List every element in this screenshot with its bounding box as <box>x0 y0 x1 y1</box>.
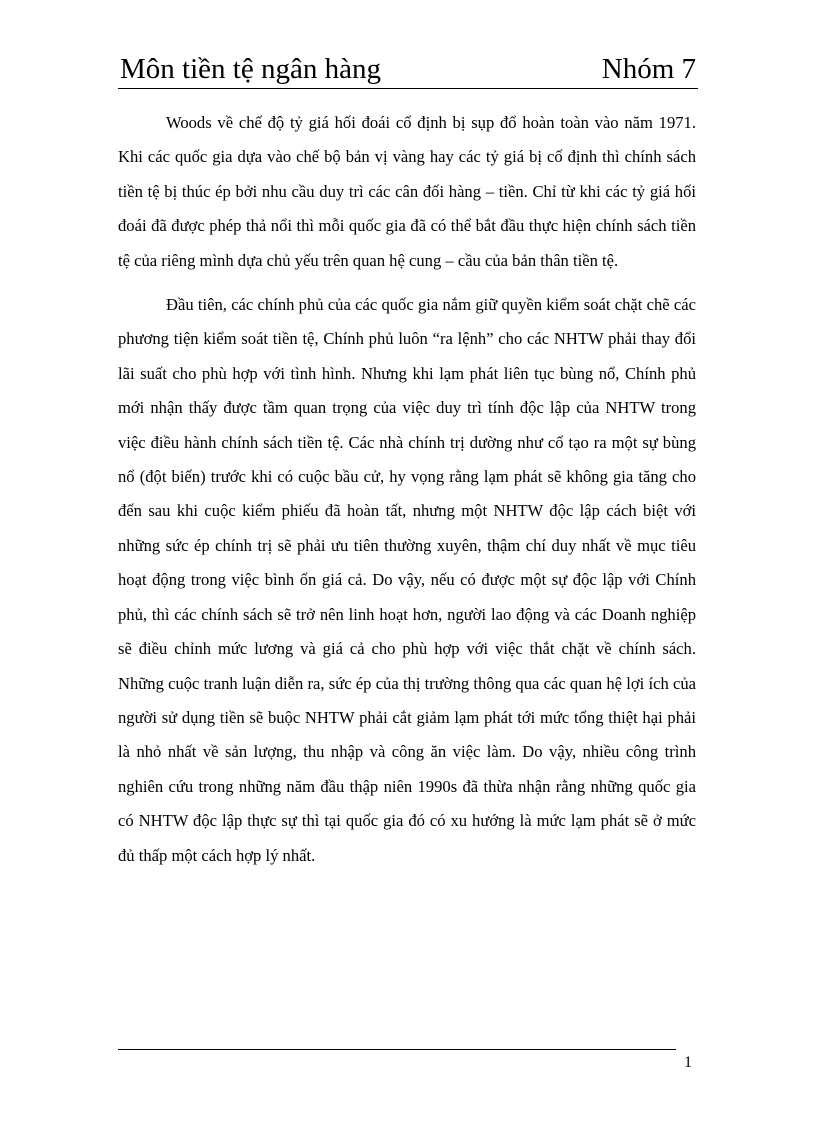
paragraph-1: Woods về chế độ tỷ giá hối đoái cố định bị sụp đổ hoàn toàn vào năm 1971. Khi các quốc gia dựa vào chế bộ bản vị vàng hay các tỷ giá bị cố định thì chính sách tiền tệ bị thúc ép bởi nhu cầu duy trì các cân đối hàng – tiền. Chỉ từ khi các tỷ giá hối đoái đã được phép thả nổi thì mỗi quốc gia đã có thể bắt đầu thực hiện chính sách tiền tệ của riêng mình dựa chủ yếu trên quan hệ cung – cầu của bản thân tiền tệ. <box>118 113 696 270</box>
paragraph-2: Đầu tiên, các chính phủ của các quốc gia nắm giữ quyền kiểm soát chặt chẽ các phương tiện kiểm soát tiền tệ, Chính phủ luôn “ra lệnh” cho các NHTW phải thay đổi lãi suất cho phù hợp với tình hình. Nhưng khi lạm phát liên tục bùng nổ, Chính phủ mới nhận thấy được tầm quan trọng của việc duy trì tính độc lập của NHTW trong việc điều hành chính sách tiền tệ. Các nhà chính trị dường như cố tạo ra một sự bùng nổ (đột biến) trước khi có cuộc bầu cử, hy vọng rằng lạm phát sẽ không gia tăng cho đến sau khi cuộc kiểm phiếu đã hoàn tất, nhưng một NHTW độc lập cách biệt với những sức ép chính trị sẽ phải ưu tiên thường xuyên, thậm chí duy nhất về mục tiêu hoạt động trong việc bình ổn giá cả. Do vậy, nếu có được một sự độc lập với Chính phủ, thì các chính sách sẽ trở nên linh hoạt hơn, người lao động và các Doanh nghiệp sẽ điều chỉnh mức lương và giá cả cho phù hợp với việc thắt chặt về chính sách. Những cuộc tranh luận diễn ra, sức ép của thị trường thông qua các quan hệ lợi ích của người sử dụng tiền sẽ buộc NHTW phải cắt giảm lạm phát tới mức tổng thiệt hại phải là nhỏ nhất về sản lượng, thu nhập và công ăn việc làm. Do vậy, nhiều công trình nghiên cứu trong những năm đầu thập niên 1990s đã thừa nhận rằng những quốc gia có NHTW độc lập thực sự thì tại quốc gia đó có xu hướng là mức lạm phát sẽ ở mức đủ thấp một cách hợp lý nhất. <box>118 295 696 865</box>
page-header <box>118 50 698 89</box>
document-body <box>118 106 696 873</box>
header-group-label: Nhóm 7 <box>601 53 696 85</box>
footer-divider <box>118 1049 676 1050</box>
header-course-title: Môn tiền tệ ngân hàng <box>120 53 381 85</box>
page-number: 1 <box>684 1054 692 1071</box>
